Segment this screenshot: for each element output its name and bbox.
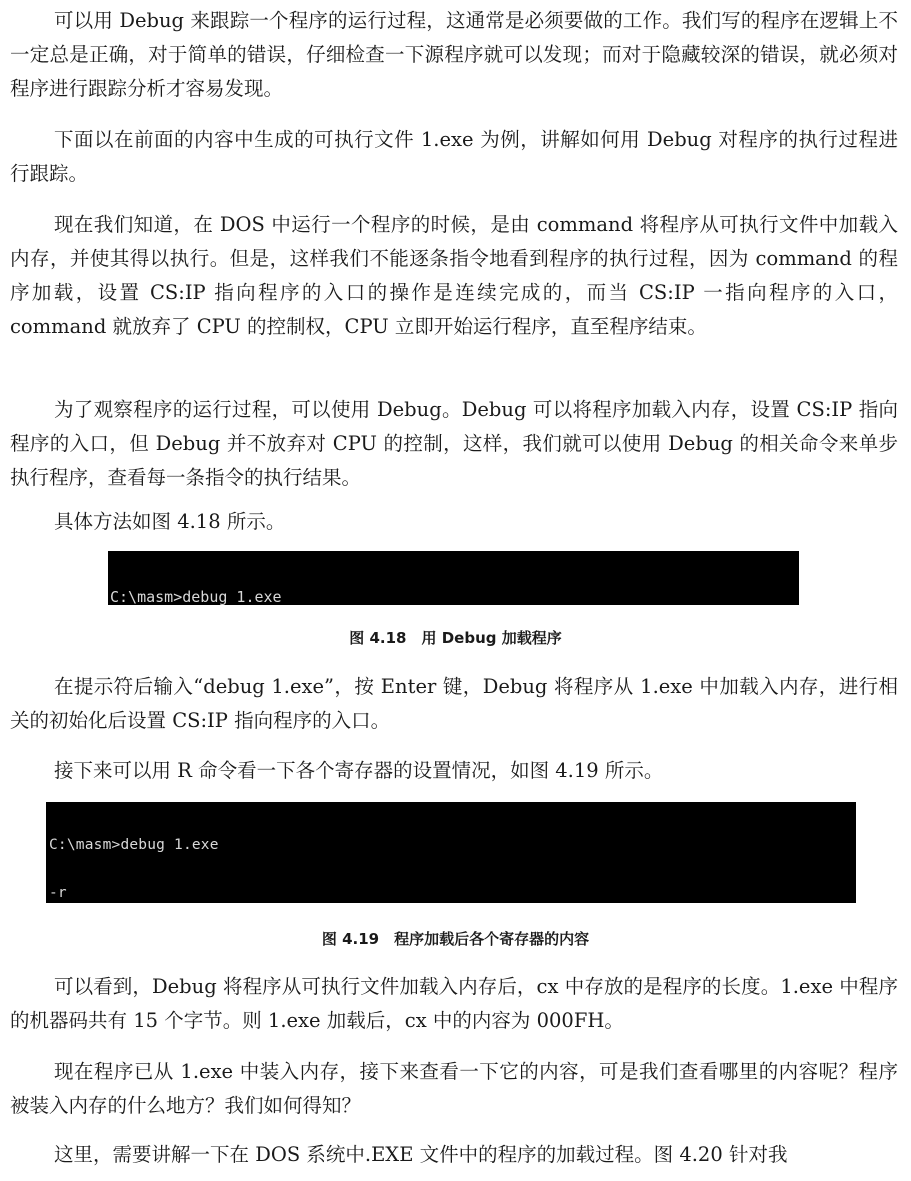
paragraph-enter-command: 在提示符后输入“debug 1.exe”，按 Enter 键，Debug 将程序从 1.exe 中加载入内存，进行相关的初始化后设置 CS:IP 指向程序的入口。 <box>10 675 898 732</box>
figure-4-18-terminal <box>108 551 799 605</box>
figure-4-19-terminal <box>46 802 856 903</box>
terminal-line: -r <box>49 885 67 901</box>
paragraph-memory-question: 现在程序已从 1.exe 中装入内存，接下来查看一下它的内容，可是我们查看哪里的内容呢？程序被装入内存的什么地方？我们如何得知？ <box>10 1060 898 1117</box>
paragraph-command-loading: 现在我们知道，在 DOS 中运行一个程序的时候，是由 command 将程序从可执行文件中加载入内存，并使其得以执行。但是，这样我们不能逐条指令地看到程序的执行过程，因为 command 的程序加载，设置 CS:IP 指向程序的入口的操作是连续完成的，而当 CS:IP 一指向程序的入口，command 就放弃了 CPU 的控制权，CPU 立即开始运行程序，直至程序结束。 <box>10 213 898 338</box>
figure-4-19-caption: 图 4.19 程序加载后各个寄存器的内容 <box>321 930 590 948</box>
paragraph-exe-loading: 这里，需要讲解一下在 DOS 系统中.EXE 文件中的程序的加载过程。图 4.20 针对我 <box>54 1143 788 1166</box>
paragraph-use-debug: 为了观察程序的运行过程，可以使用 Debug。Debug 可以将程序加载入内存，设置 CS:IP 指向程序的入口，但 Debug 并不放弃对 CPU 的控制，这样，我们就可以使用 Debug 的相关命令来单步执行程序，查看每一条指令的执行结果。 <box>10 398 898 489</box>
figure-4-18-caption: 图 4.18 用 Debug 加载程序 <box>349 629 562 647</box>
terminal-line: C:\masm>debug 1.exe <box>110 588 282 605</box>
paragraph-method-ref: 具体方法如图 4.18 所示。 <box>54 510 286 533</box>
paragraph-cx-length: 可以看到，Debug 将程序从可执行文件加载入内存后，cx 中存放的是程序的长度。1.exe 中程序的机器码共有 15 个字节。则 1.exe 加载后，cx 中的内容为 000FH。 <box>10 975 898 1032</box>
paragraph-debug-tracing: 可以用 Debug 来跟踪一个程序的运行过程，这通常是必须要做的工作。我们写的程序在逻辑上不一定总是正确，对于简单的错误，仔细检查一下源程序就可以发现；而对于隐藏较深的错误，就必须对程序进行跟踪分析才容易发现。 <box>10 9 898 100</box>
paragraph-example-intro: 下面以在前面的内容中生成的可执行文件 1.exe 为例，讲解如何用 Debug 对程序的执行过程进行跟踪。 <box>10 128 898 185</box>
paragraph-r-command: 接下来可以用 R 命令看一下各个寄存器的设置情况，如图 4.19 所示。 <box>54 759 664 782</box>
terminal-line: C:\masm>debug 1.exe <box>49 837 219 853</box>
